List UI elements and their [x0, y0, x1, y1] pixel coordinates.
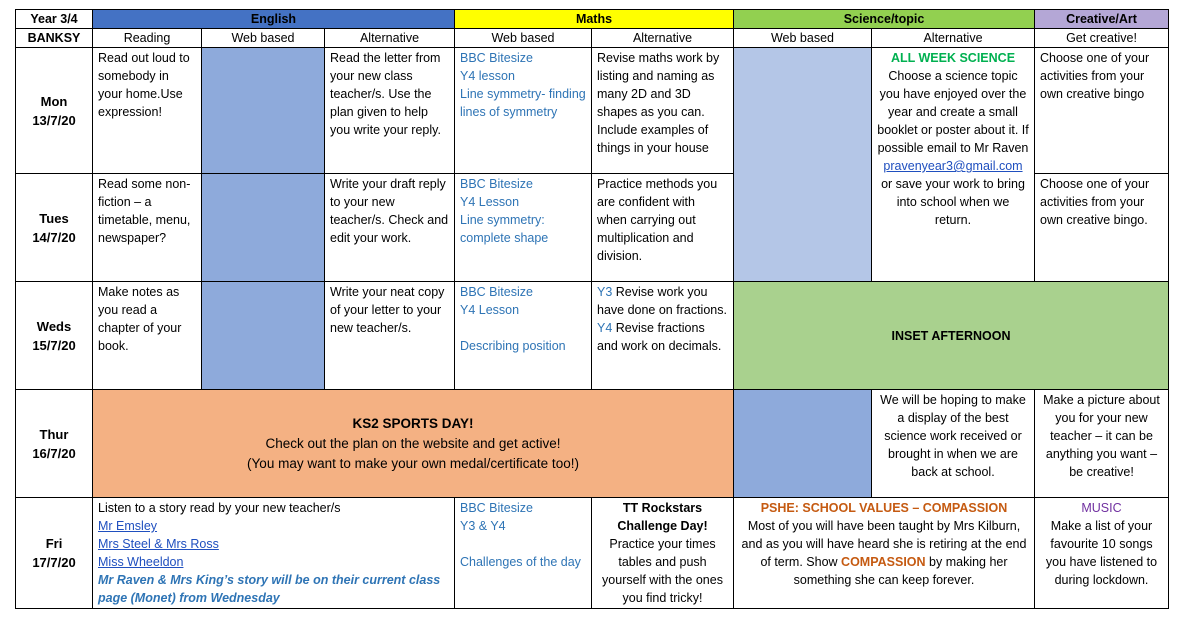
maths-web-mon — [455, 48, 592, 174]
music-cell — [1035, 498, 1169, 609]
reading-tues: Read some non-fiction – a timetable, menu, newspaper? — [93, 174, 202, 282]
maths-web-line: BBC Bitesize — [460, 501, 533, 515]
row-weds — [16, 282, 1169, 390]
row-mon — [16, 48, 1169, 174]
inset-afternoon: INSET AFTERNOON — [734, 282, 1169, 390]
alt-english-mon: Read the letter from your new class teacher/s. Use the plan given to help you write your reply. — [325, 48, 455, 174]
maths-web-line: BBC Bitesize — [460, 177, 533, 191]
day-date: 15/7/20 — [32, 337, 76, 353]
y3-text: Revise work you have done on fractions. — [597, 285, 727, 317]
tt-title2: Challenge Day! — [617, 519, 708, 533]
sub-web-english: Web based — [202, 29, 325, 48]
science-header: Science/topic — [734, 10, 1035, 29]
maths-alt-mon: Revise maths work by listing and naming as many 2D and 3D shapes as you can. Include examples of things in your house — [592, 48, 734, 174]
sub-alt-english: Alternative — [325, 29, 455, 48]
pshe-text2: by making her something she can keep forever. — [793, 555, 1008, 587]
reading-mon: Read out loud to somebody in your home.Use expression! — [93, 48, 202, 174]
maths-web-line: Describing position — [460, 339, 566, 353]
sub-web-maths: Web based — [455, 29, 592, 48]
maths-web-fri — [455, 498, 592, 609]
web-english-tues — [202, 174, 325, 282]
science-web-mon-tue — [734, 48, 872, 282]
pshe-title: PSHE: SCHOOL VALUES – COMPASSION — [760, 501, 1008, 515]
maths-web-line: Line symmetry: complete shape — [460, 213, 549, 245]
maths-web-line: Y3 & Y4 — [460, 519, 506, 533]
y4-label: Y4 — [597, 321, 613, 335]
science-all-week — [872, 48, 1035, 282]
row-thur — [16, 390, 1169, 498]
maths-web-spacer — [460, 535, 586, 553]
creative-mon: Choose one of your activities from your own creative bingo — [1035, 48, 1169, 174]
link-mr-emsley[interactable]: Mr Emsley — [98, 519, 158, 533]
pshe-word: COMPASSION — [841, 555, 926, 569]
reading-weds: Make notes as you read a chapter of your book. — [93, 282, 202, 390]
science-alt-thur: We will be hoping to make a display of the best science work received or brought in when we are back at school. — [872, 390, 1035, 498]
day-label: Tues — [39, 210, 69, 226]
pshe-cell — [734, 498, 1035, 609]
web-english-mon — [202, 48, 325, 174]
sports-title: KS2 SPORTS DAY! — [352, 415, 474, 431]
link-miss-wheeldon[interactable]: Miss Wheeldon — [98, 555, 184, 569]
day-label: Fri — [45, 536, 63, 551]
english-header: English — [93, 10, 455, 29]
maths-web-tues — [455, 174, 592, 282]
story-note: Mr Raven & Mrs King’s story will be on their current class page (Monet) from Wednesday — [98, 573, 441, 605]
maths-web-line: Y4 Lesson — [460, 195, 520, 209]
day-weds — [16, 282, 93, 390]
science-web-thur — [734, 390, 872, 498]
story-cell — [93, 498, 455, 609]
day-label: Thur — [39, 426, 69, 442]
maths-web-line: BBC Bitesize — [460, 51, 533, 65]
y4-text: Revise fractions and work on decimals. — [597, 321, 722, 353]
sub-web-science: Web based — [734, 29, 872, 48]
maths-web-weds — [455, 282, 592, 390]
group-name: BANKSY — [16, 29, 93, 48]
day-label: Mon — [40, 93, 68, 109]
maths-alt-tues: Practice methods you are confident with when carrying out multiplication and division. — [592, 174, 734, 282]
day-date: 14/7/20 — [32, 229, 76, 245]
sports-line2: (You may want to make your own medal/certificate too!) — [247, 455, 579, 471]
maths-alt-weds — [592, 282, 734, 390]
sub-reading: Reading — [93, 29, 202, 48]
class-name: Year 3/4 — [16, 10, 93, 29]
maths-web-spacer — [460, 319, 586, 337]
science-week-title: ALL WEEK SCIENCE — [890, 51, 1016, 65]
creative-thur: Make a picture about you for your new teacher – it can be anything you want – be creative! — [1035, 390, 1169, 498]
science-week-text2: or save your work to bring into school when we return. — [881, 177, 1025, 227]
music-text: Make a list of your favourite 10 songs you have listened to during lockdown. — [1045, 519, 1158, 587]
creative-tues: Choose one of your activities from your own creative bingo. — [1035, 174, 1169, 282]
day-label: Weds — [36, 318, 72, 334]
header-row — [16, 10, 1169, 29]
subheader-row — [16, 29, 1169, 48]
story-intro: Listen to a story read by your new teacher/s — [98, 501, 341, 515]
sub-alt-science: Alternative — [872, 29, 1035, 48]
sports-line1: Check out the plan on the website and get active! — [265, 435, 561, 451]
science-week-text: Choose a science topic you have enjoyed over the year and create a small booklet or poster about it. If possible email to Mr Raven — [877, 69, 1029, 155]
y3-label: Y3 — [597, 285, 613, 299]
science-email-link[interactable]: pravenyear3@gmail.com — [883, 159, 1023, 173]
timetable — [15, 9, 1169, 609]
pshe-text: Most of you will have been taught by Mrs Kilburn, and as you will have heard she is retiring at the end of term. Show — [741, 519, 1027, 569]
music-title: MUSIC — [1081, 501, 1122, 515]
sports-day — [93, 390, 734, 498]
row-fri — [16, 498, 1169, 609]
maths-web-line: Y4 lesson — [460, 69, 515, 83]
tt-title1: TT Rockstars — [622, 501, 703, 515]
sub-creative: Get creative! — [1035, 29, 1169, 48]
day-date: 17/7/20 — [32, 555, 76, 570]
link-mrs-steel-ross[interactable]: Mrs Steel & Mrs Ross — [98, 537, 219, 551]
maths-web-line: Line symmetry- finding lines of symmetry — [460, 87, 586, 119]
tt-rockstars — [592, 498, 734, 609]
tt-text: Practice your times tables and push yourself with the ones you find tricky! — [602, 537, 723, 605]
maths-web-line: Challenges of the day — [460, 555, 581, 569]
day-fri — [16, 498, 93, 609]
day-mon — [16, 48, 93, 174]
web-english-weds — [202, 282, 325, 390]
creative-header: Creative/Art — [1035, 10, 1169, 29]
maths-web-line: Y4 Lesson — [460, 303, 520, 317]
day-date: 16/7/20 — [32, 445, 76, 461]
maths-header: Maths — [455, 10, 734, 29]
day-tues — [16, 174, 93, 282]
maths-web-line: BBC Bitesize — [460, 285, 533, 299]
sub-alt-maths: Alternative — [592, 29, 734, 48]
alt-english-weds: Write your neat copy of your letter to your new teacher/s. — [325, 282, 455, 390]
alt-english-tues: Write your draft reply to your new teacher/s. Check and edit your work. — [325, 174, 455, 282]
day-thur — [16, 390, 93, 498]
day-date: 13/7/20 — [32, 112, 76, 128]
